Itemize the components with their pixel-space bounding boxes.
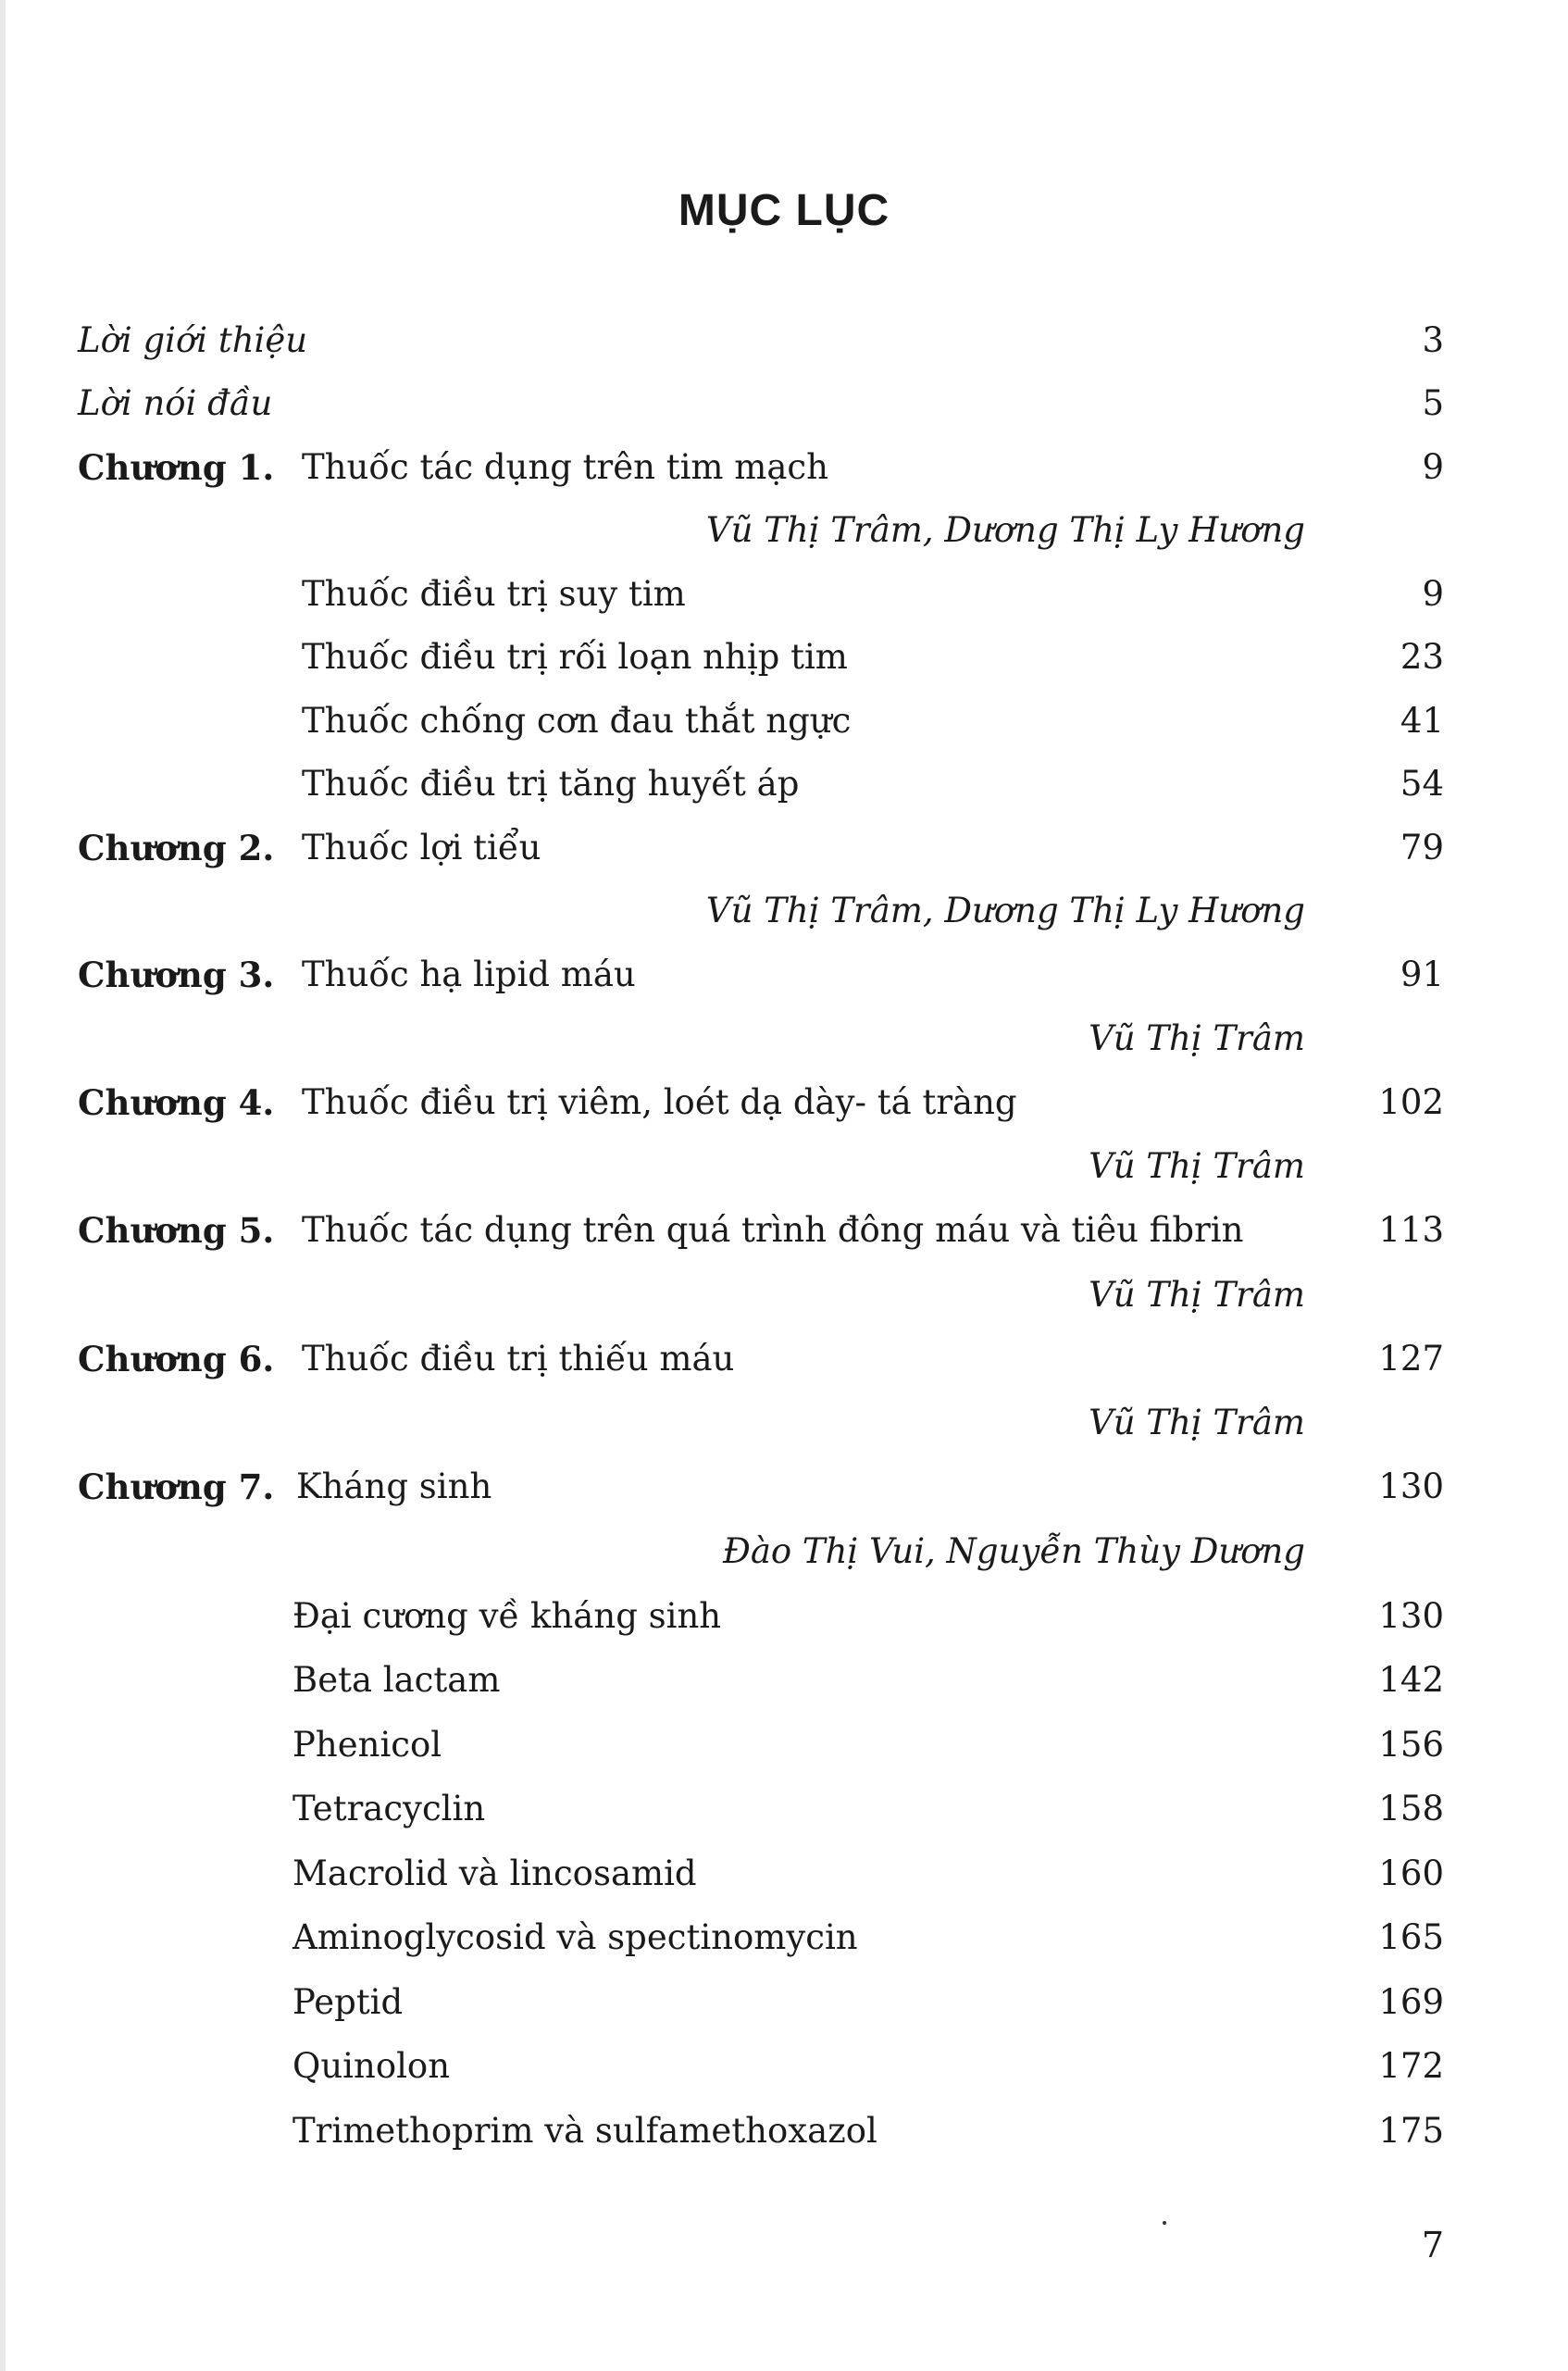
chapter-label: Chương 1. (78, 447, 275, 488)
toc-section (78, 1783, 1444, 1835)
toc-chapter-7 (78, 1461, 1444, 1513)
chapter-authors: Đào Thị Vui, Nguyễn Thùy Dương (722, 1531, 1305, 1571)
toc-page-number: 23 (1400, 637, 1444, 677)
toc-page-number: 5 (1422, 383, 1444, 423)
toc-chapter-6 (78, 1333, 1444, 1385)
toc-page-number: 165 (1378, 1917, 1444, 1957)
toc-entry-preface (78, 378, 1444, 430)
toc-page-number: 156 (1378, 1725, 1444, 1765)
toc-page-number: 91 (1400, 955, 1444, 994)
toc-entry-foreword (78, 315, 1444, 367)
toc-section (78, 2105, 1444, 2157)
toc-entry-title: Lời giới thiệu (78, 320, 308, 360)
toc-chapter-3 (78, 949, 1444, 1001)
toc-section (78, 631, 1444, 683)
toc-page-number: 102 (1378, 1082, 1444, 1122)
chapter-label: Chương 7. (78, 1466, 275, 1507)
chapter-label: Chương 3. (78, 955, 275, 995)
toc-section (78, 1719, 1444, 1771)
chapter-authors: Vũ Thị Trâm, Dương Thị Ly Hương (705, 891, 1305, 930)
section-title: Macrolid và lincosamid (292, 1853, 697, 1893)
toc-chapter-2 (78, 822, 1444, 874)
chapter-label: Chương 5. (78, 1210, 275, 1251)
section-title: Thuốc điều trị tăng huyết áp (302, 764, 800, 804)
chapter-authors: Vũ Thị Trâm, Dương Thị Ly Hương (705, 510, 1305, 550)
chapter-title: Thuốc lợi tiểu (302, 828, 541, 867)
toc-page-number: 130 (1378, 1596, 1444, 1636)
section-title: Thuốc điều trị rối loạn nhịp tim (302, 637, 848, 677)
toc-section (78, 695, 1444, 747)
toc-page-number: 113 (1378, 1210, 1444, 1250)
toc-page-number: 79 (1400, 828, 1444, 867)
toc-page-number: 3 (1422, 320, 1444, 360)
chapter-label: Chương 2. (78, 828, 275, 868)
chapter-label: Chương 6. (78, 1339, 275, 1379)
toc-section (78, 1848, 1444, 1900)
toc-chapter-4 (78, 1077, 1444, 1129)
chapter-title: Thuốc điều trị thiếu máu (302, 1339, 735, 1379)
toc-page-number: 160 (1378, 1853, 1444, 1893)
toc-page-number: 9 (1422, 574, 1444, 614)
toc-section (78, 1912, 1444, 1964)
chapter-label: Chương 4. (78, 1082, 275, 1123)
chapter-authors: Vũ Thị Trâm (1089, 1146, 1305, 1186)
chapter-authors: Vũ Thị Trâm (1089, 1403, 1305, 1442)
toc-entry-title: Lời nói đầu (78, 383, 273, 423)
chapter-title: Thuốc điều trị viêm, loét dạ dày- tá tràng (302, 1082, 1017, 1122)
toc-section (78, 568, 1444, 620)
section-title: Đại cương về kháng sinh (292, 1596, 722, 1636)
page-folio: 7 (1421, 2225, 1444, 2265)
toc-page-number: 9 (1422, 447, 1444, 487)
toc-page-number: 142 (1378, 1660, 1444, 1700)
chapter-title: Thuốc tác dụng trên tim mạch (302, 447, 828, 487)
page-title: MỤC LỤC (678, 186, 890, 235)
chapter-authors: Vũ Thị Trâm (1089, 1275, 1305, 1315)
section-title: Phenicol (292, 1725, 442, 1765)
chapter-title: Thuốc tác dụng trên quá trình đông máu và tiêu fibrin (302, 1210, 1244, 1250)
toc-chapter-5 (78, 1204, 1444, 1256)
toc-page-number: 127 (1378, 1339, 1444, 1379)
chapter-title: Thuốc hạ lipid máu (302, 955, 636, 994)
section-title: Tetracyclin (292, 1789, 486, 1828)
chapter-title: Kháng sinh (296, 1466, 492, 1506)
toc-section (78, 1654, 1444, 1706)
section-title: Peptid (292, 1982, 404, 2022)
toc-page-number: 172 (1378, 2046, 1444, 2086)
toc-section (78, 2040, 1444, 2092)
toc-page-number: 158 (1378, 1789, 1444, 1828)
toc-chapter-1 (78, 442, 1444, 493)
toc-section (78, 1977, 1444, 2028)
section-title: Thuốc chống cơn đau thắt ngực (302, 701, 852, 741)
toc-section (78, 758, 1444, 810)
section-title: Quinolon (292, 2046, 451, 2086)
toc-section (78, 1591, 1444, 1642)
section-title: Trimethoprim và sulfamethoxazol (292, 2111, 877, 2151)
chapter-authors: Vũ Thị Trâm (1089, 1018, 1305, 1058)
toc-page-number: 130 (1378, 1466, 1444, 1506)
toc-page-number: 169 (1378, 1982, 1444, 2022)
section-title: Thuốc điều trị suy tim (302, 574, 686, 614)
toc-page-number: 54 (1400, 764, 1444, 804)
ink-speck (1163, 2221, 1166, 2225)
toc-page-number: 41 (1400, 701, 1444, 741)
page-edge-shadow (0, 0, 6, 2371)
section-title: Aminoglycosid và spectinomycin (292, 1917, 858, 1957)
toc-page-number: 175 (1378, 2111, 1444, 2151)
section-title: Beta lactam (292, 1660, 501, 1700)
